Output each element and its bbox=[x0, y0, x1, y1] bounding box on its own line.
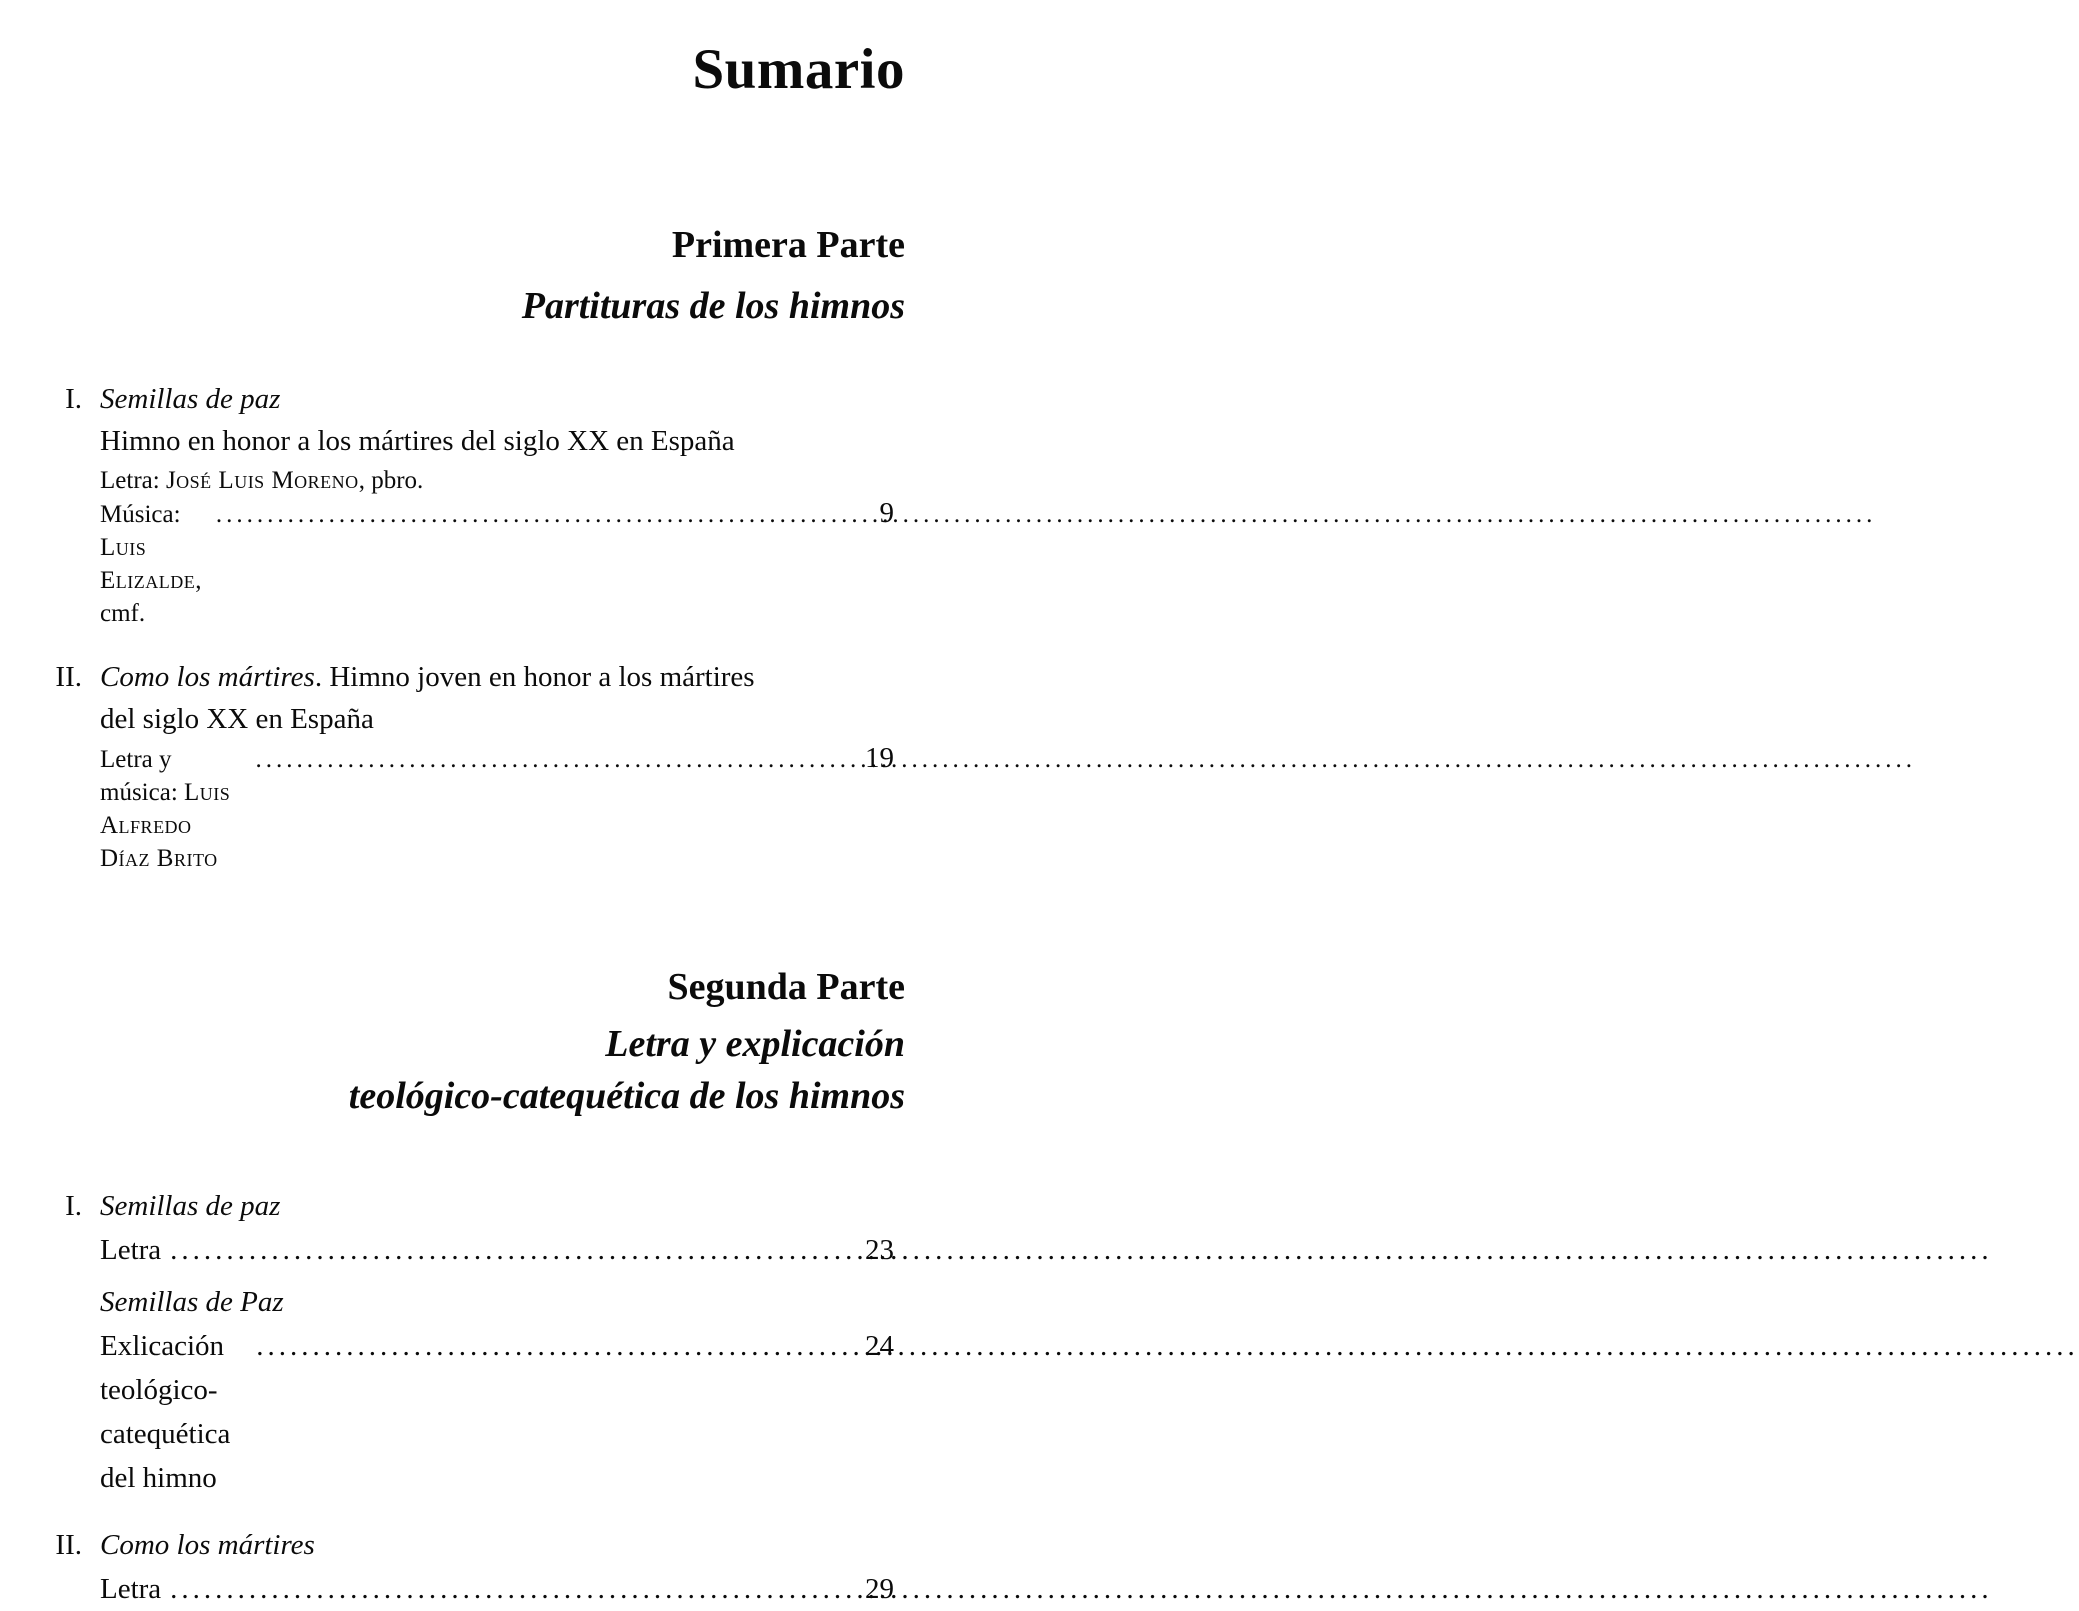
page-number: 29 bbox=[865, 1573, 894, 1605]
toc-row-explicacion bbox=[100, 1324, 894, 1500]
row-text: Letra bbox=[100, 1573, 162, 1605]
credit-name: Luis Elizalde bbox=[100, 534, 196, 594]
row-text: Letra bbox=[100, 1234, 162, 1266]
entry-title-italic: Como los mártires bbox=[100, 661, 315, 693]
toc-row-letra bbox=[100, 1228, 894, 1272]
credit-suffix: , pbro. bbox=[358, 467, 424, 494]
entry-numeral: I. bbox=[65, 383, 82, 415]
entry-title-line2: del siglo XX en España bbox=[100, 703, 374, 735]
entry-title: Semillas de paz bbox=[100, 1190, 281, 1222]
row-text: Exlicación teológico-catequética del himno bbox=[100, 1330, 231, 1494]
part1-entries bbox=[55, 378, 894, 875]
part2-subtitle bbox=[0, 1018, 905, 1122]
part1-subtitle: Partituras de los himnos bbox=[521, 285, 905, 327]
row-text: Semillas de Paz bbox=[100, 1286, 284, 1318]
part2-title: Segunda Parte bbox=[667, 966, 905, 1008]
entry-title-regular: . Himno joven en honor a los mártires bbox=[314, 661, 755, 693]
credit-text bbox=[100, 464, 423, 497]
toc-entry-part1-2 bbox=[55, 656, 894, 875]
entry-title bbox=[100, 656, 894, 740]
entry-numeral: I. bbox=[65, 1190, 82, 1222]
part2-subtitle-line2: teológico-catequética de los himnos bbox=[348, 1075, 905, 1117]
toc-entry-part2-1 bbox=[65, 1184, 894, 1500]
entry-title-line1 bbox=[100, 378, 894, 420]
credit-text bbox=[100, 498, 216, 630]
sumario-page bbox=[0, 0, 973, 1605]
part2-heading-group bbox=[0, 964, 905, 1122]
toc-entry-part2-2 bbox=[55, 1523, 894, 1611]
dot-leader bbox=[170, 1228, 822, 1272]
entry-title: Como los mártires bbox=[100, 1529, 315, 1561]
credit-text bbox=[100, 743, 255, 875]
page-number: 24 bbox=[865, 1330, 894, 1362]
part2-entries bbox=[55, 1184, 894, 1611]
page-number: 19 bbox=[865, 742, 894, 774]
page-number: 9 bbox=[879, 497, 894, 529]
page-number: 23 bbox=[865, 1234, 894, 1266]
entry-credits bbox=[100, 742, 894, 875]
dot-leader bbox=[255, 743, 822, 776]
credit-line-letra bbox=[100, 464, 894, 497]
part2-subtitle-line1: Letra y explicación bbox=[605, 1023, 905, 1065]
toc-entry-part1-1 bbox=[65, 378, 894, 630]
dot-leader bbox=[170, 1567, 822, 1611]
page-title: Sumario bbox=[692, 38, 905, 101]
toc-row-letra bbox=[100, 1567, 894, 1611]
credit-prefix: Letra y música: bbox=[100, 746, 185, 806]
toc-row-subtitle bbox=[100, 1280, 894, 1324]
dot-leader bbox=[216, 498, 822, 531]
entry-numeral: II. bbox=[55, 661, 82, 693]
entry-title-italic: Semillas de paz bbox=[100, 383, 281, 415]
entry-title-line2: Himno en honor a los mártires del siglo XX en España bbox=[100, 425, 735, 457]
credit-name: José Luis Moreno bbox=[165, 467, 359, 494]
part1-heading-group bbox=[0, 222, 905, 332]
credit-line-musica bbox=[100, 497, 894, 630]
part1-title: Primera Parte bbox=[671, 224, 905, 266]
entry-numeral: II. bbox=[55, 1529, 82, 1561]
credit-name: Luis Alfredo Díaz Brito bbox=[100, 779, 231, 872]
credit-prefix: Letra: bbox=[100, 467, 166, 494]
credit-suffix: , cmf. bbox=[100, 567, 202, 627]
entry-credits bbox=[100, 464, 894, 630]
credit-prefix: Música: bbox=[100, 501, 181, 528]
dot-leader bbox=[256, 1324, 822, 1368]
entry-title bbox=[100, 378, 894, 462]
entry-title-line1 bbox=[100, 656, 894, 698]
credit-line-letra-y-musica bbox=[100, 742, 894, 875]
